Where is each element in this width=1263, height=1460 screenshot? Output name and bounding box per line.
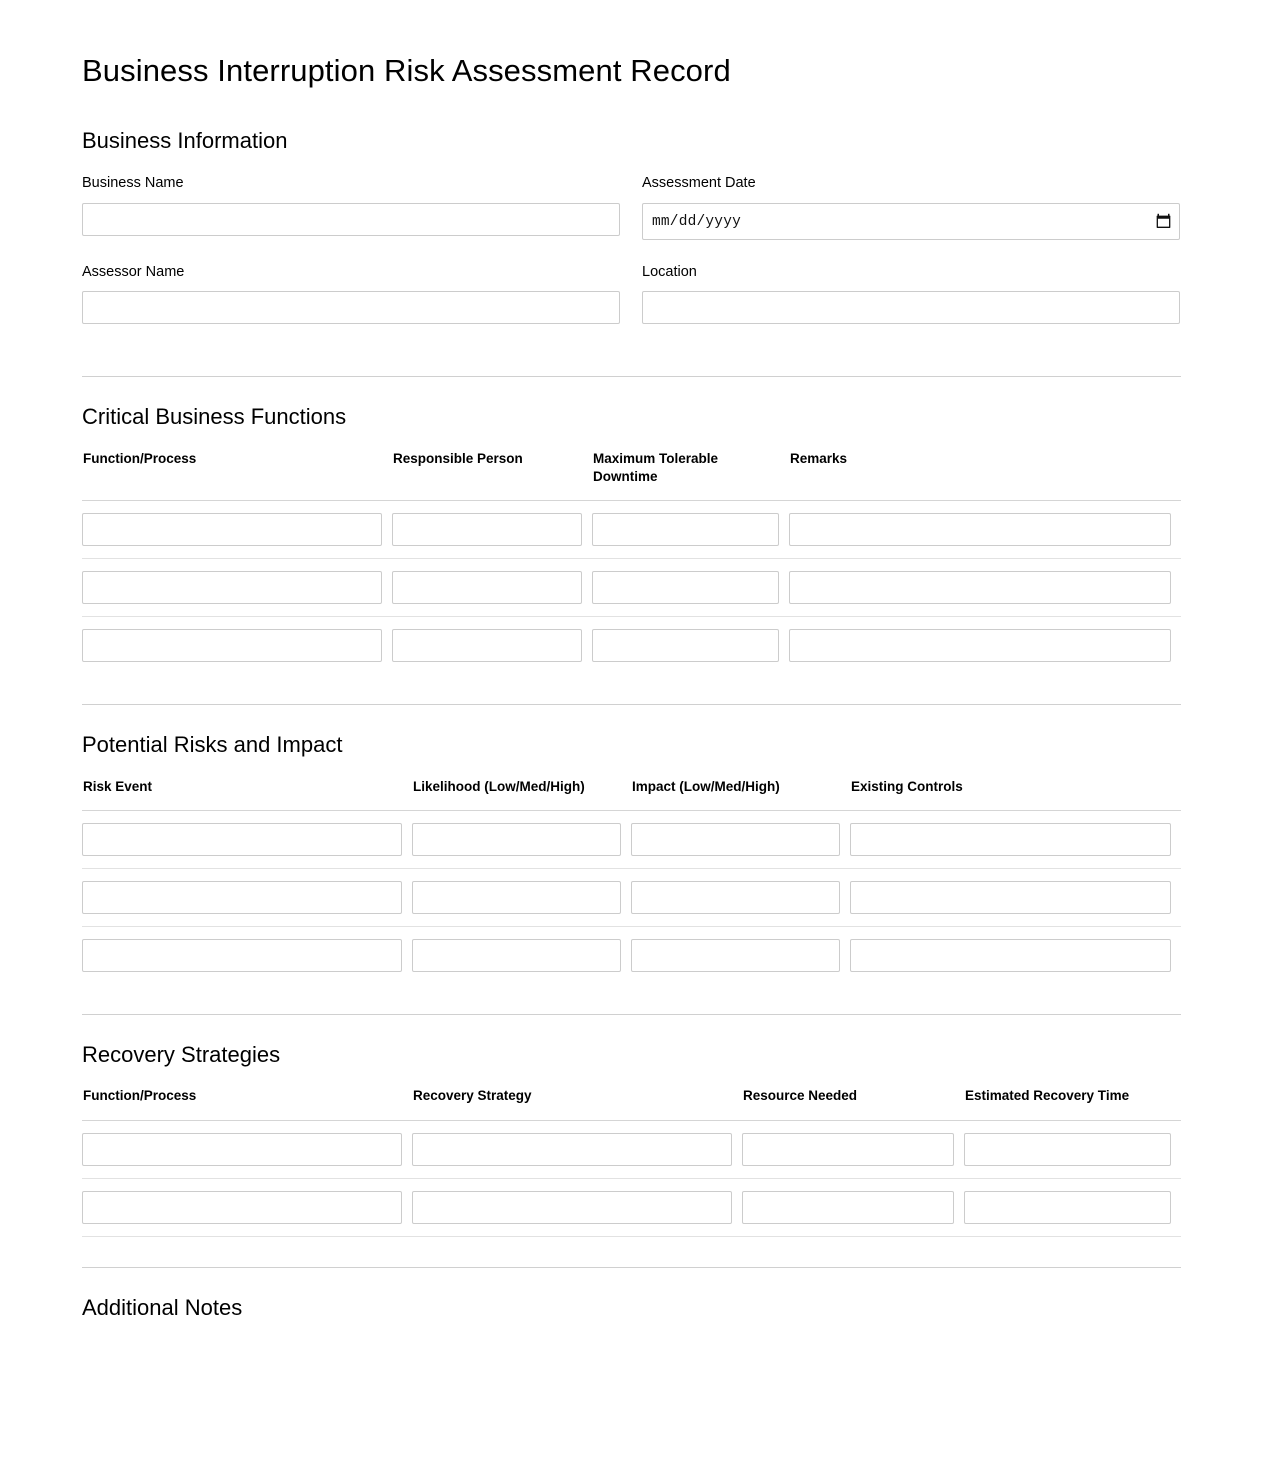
section-title-critical-business-functions: Critical Business Functions [82,403,347,429]
table-row [82,868,1181,926]
cbf-max-tolerable-downtime-input-2[interactable] [592,571,779,604]
divider-after-critical-business-functions [82,704,1181,705]
divider-after-recovery-strategies [82,1267,1181,1268]
potential-risks-table [82,778,1181,984]
risk-event-input-2[interactable] [82,881,402,914]
table-row [82,558,1181,616]
cbf-responsible-person-input-3[interactable] [392,629,582,662]
recovery-estimated-time-input-2[interactable] [964,1191,1171,1224]
label-assessor-name: Assessor Name [82,263,185,280]
table-cell [850,868,1181,926]
risk-existing-controls-input-1[interactable] [850,823,1171,856]
recovery-resource-needed-input-2[interactable] [742,1191,954,1224]
section-title-potential-risks-and-impact: Potential Risks and Impact [82,731,343,757]
table-cell [631,868,850,926]
recovery-strategy-input-2[interactable] [412,1191,732,1224]
table-cell [392,500,592,558]
cbf-max-tolerable-downtime-input-1[interactable] [592,513,779,546]
table-cell [412,1178,742,1236]
table-cell [592,500,789,558]
calendar-icon[interactable] [1156,213,1171,229]
assessor-name-input[interactable] [82,291,620,324]
table-cell [631,810,850,868]
table-cell [82,1178,412,1236]
column-header-existing-controls: Existing Controls [850,778,1181,811]
section-title-business-information: Business Information [82,127,288,153]
section-title-additional-notes: Additional Notes [82,1294,243,1320]
risk-likelihood-input-1[interactable] [412,823,621,856]
table-row [82,810,1181,868]
section-recovery-strategies [82,1041,1181,1237]
table-cell [742,1178,964,1236]
table-cell [850,810,1181,868]
risk-likelihood-input-3[interactable] [412,939,621,972]
field-assessor-name [82,262,620,324]
column-header-likelihood: Likelihood (Low/Med/High) [412,778,631,811]
table-cell [82,1120,412,1178]
business-name-input[interactable] [82,203,620,236]
critical-business-functions-table [82,450,1181,674]
cbf-function-process-input-2[interactable] [82,571,382,604]
cbf-remarks-input-1[interactable] [789,513,1171,546]
table-header-row [82,450,1181,501]
recovery-function-process-input-1[interactable] [82,1133,402,1166]
table-row [82,926,1181,984]
recovery-estimated-time-input-1[interactable] [964,1133,1171,1166]
table-cell [789,500,1181,558]
field-business-name [82,173,620,239]
assessment-date-input[interactable]: mm/dd/yyyy [642,203,1180,240]
column-header-resource-needed: Resource Needed [742,1087,964,1120]
field-location [642,262,1180,324]
table-cell [789,558,1181,616]
table-cell [742,1120,964,1178]
column-header-recovery-strategy: Recovery Strategy [412,1087,742,1120]
table-cell [412,810,631,868]
table-cell [412,926,631,984]
column-header-remarks: Remarks [789,450,1181,501]
table-cell [82,926,412,984]
business-information-grid [82,173,1181,346]
table-row [82,616,1181,674]
table-cell [82,558,392,616]
divider-after-potential-risks [82,1014,1181,1015]
table-cell [964,1178,1181,1236]
label-business-name: Business Name [82,175,184,192]
risk-impact-input-2[interactable] [631,881,840,914]
section-critical-business-functions [82,403,1181,674]
location-input[interactable] [642,291,1180,324]
column-header-responsible-person: Responsible Person [392,450,592,501]
table-cell [392,616,592,674]
column-header-function-process: Function/Process [82,450,392,501]
recovery-strategy-input-1[interactable] [412,1133,732,1166]
risk-impact-input-1[interactable] [631,823,840,856]
column-header-estimated-recovery-time: Estimated Recovery Time [964,1087,1181,1120]
table-cell [850,926,1181,984]
page-title: Business Interruption Risk Assessment Record [82,53,731,88]
assessment-date-wrapper [642,203,1180,240]
column-header-impact: Impact (Low/Med/High) [631,778,850,811]
risk-existing-controls-input-2[interactable] [850,881,1171,914]
table-row [82,1178,1181,1236]
label-assessment-date: Assessment Date [642,175,756,192]
table-row [82,500,1181,558]
section-additional-notes [82,1294,1181,1460]
field-assessment-date [642,173,1180,239]
section-business-information [82,127,1181,346]
column-header-risk-event: Risk Event [82,778,412,811]
table-cell [592,558,789,616]
table-cell [631,926,850,984]
recovery-strategies-table [82,1087,1181,1236]
table-header-row [82,778,1181,811]
table-cell [82,500,392,558]
risk-impact-input-3[interactable] [631,939,840,972]
cbf-remarks-input-2[interactable] [789,571,1171,604]
table-cell [789,616,1181,674]
divider-after-business-information [82,376,1181,377]
cbf-function-process-input-1[interactable] [82,513,382,546]
table-row [82,1120,1181,1178]
section-title-recovery-strategies: Recovery Strategies [82,1041,281,1067]
risk-event-input-1[interactable] [82,823,402,856]
label-location: Location [642,263,697,280]
table-cell [82,810,412,868]
section-potential-risks-and-impact [82,731,1181,984]
cbf-responsible-person-input-2[interactable] [392,571,582,604]
table-cell [412,1120,742,1178]
risk-likelihood-input-2[interactable] [412,881,621,914]
recovery-function-process-input-2[interactable] [82,1191,402,1224]
cbf-responsible-person-input-1[interactable] [392,513,582,546]
table-header-row [82,1087,1181,1120]
risk-event-input-3[interactable] [82,939,402,972]
table-cell [82,868,412,926]
recovery-resource-needed-input-1[interactable] [742,1133,954,1166]
table-cell [592,616,789,674]
cbf-function-process-input-3[interactable] [82,629,382,662]
table-cell [964,1120,1181,1178]
table-cell [392,558,592,616]
table-cell [82,616,392,674]
cbf-remarks-input-3[interactable] [789,629,1171,662]
column-header-function-process: Function/Process [82,1087,412,1120]
cbf-max-tolerable-downtime-input-3[interactable] [592,629,779,662]
table-cell [412,868,631,926]
risk-existing-controls-input-3[interactable] [850,939,1171,972]
column-header-maximum-tolerable-downtime: Maximum Tolerable Downtime [592,450,789,501]
additional-notes-area[interactable] [82,1340,1181,1460]
